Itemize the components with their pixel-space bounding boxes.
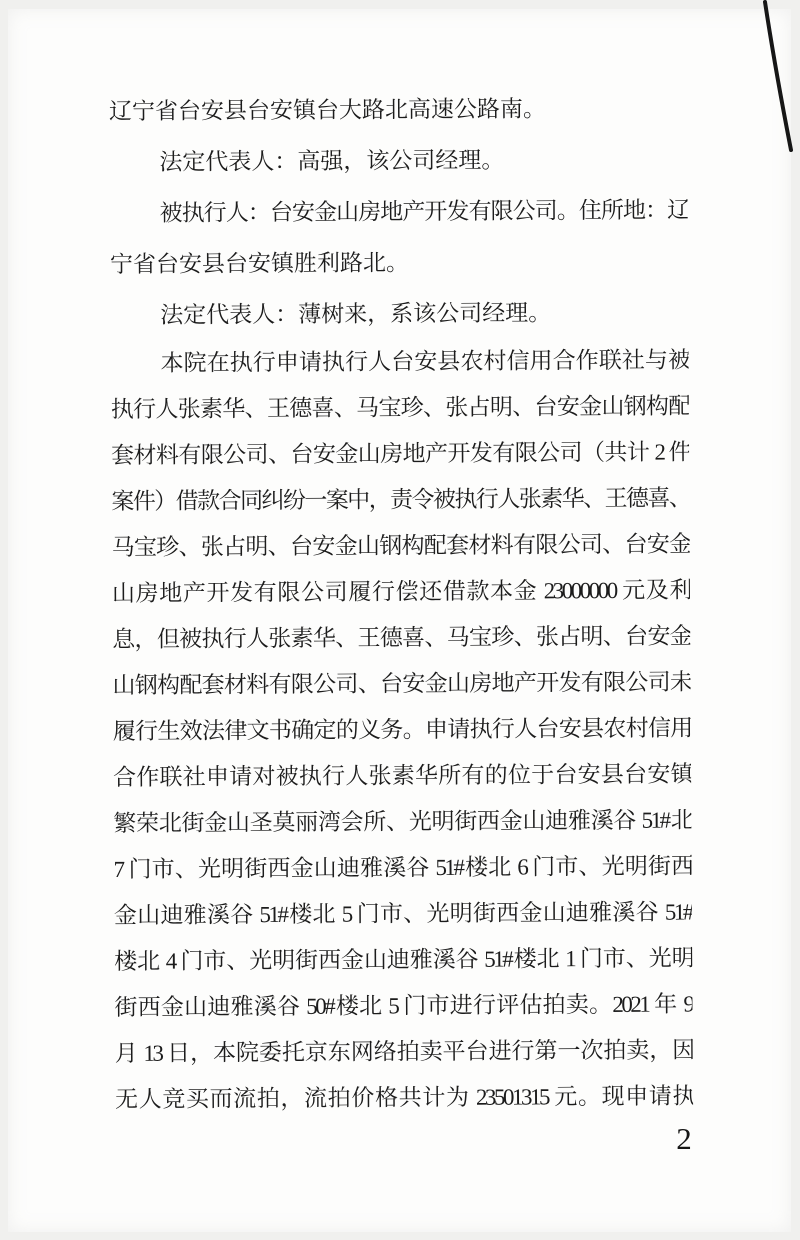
text-line: 金山迪雅溪谷 51#楼北 5 门市、光明街西金山迪雅溪谷 51#	[113, 899, 692, 928]
text-line: 宁省台安县台安镇胜利路北。	[109, 250, 409, 278]
document-page	[8, 9, 791, 1232]
text-line: 繁荣北街金山圣莫丽湾会所、光明街西金山迪雅溪谷 51#北	[113, 807, 692, 836]
text-line: 本院在执行申请执行人台安县农村信用合作联社与被	[160, 347, 689, 376]
text-line: 山钢构配套材料有限公司、台安金山房地产开发有限公司未	[112, 669, 691, 698]
page-number: 2	[676, 1121, 692, 1156]
text-line: 合作联社申请对被执行人张素华所有的位于台安县台安镇	[112, 761, 692, 790]
text-line: 月 13 日，本院委托京东网络拍卖平台进行第一次拍卖，因	[114, 1037, 693, 1066]
text-line: 楼北 4 门市、光明街西金山迪雅溪谷 51#楼北 1 门市、光明	[114, 945, 693, 974]
text-line: 马宝珍、张占明、台安金山钢构配套材料有限公司、台安金	[111, 531, 690, 561]
text-line: 案件）借款合同纠纷一案中，责令被执行人张素华、王德喜、	[111, 485, 690, 515]
text-line: 法定代表人：高强，该公司经理。	[159, 147, 505, 175]
paragraph-group-body	[110, 337, 693, 1123]
text-line: 辽宁省台安县台安镇台大路北高速公路南。	[108, 96, 547, 125]
text-line: 无人竞买而流拍，流拍价格共计为 23501315 元。现申请执	[114, 1083, 694, 1112]
text-line: 7 门市、光明街西金山迪雅溪谷 51#楼北 6 门市、光明街西	[113, 853, 692, 882]
document-text	[109, 82, 693, 1123]
paragraph-group-parties	[109, 82, 689, 341]
text-line: 执行人张素华、王德喜、马宝珍、张占明、台安金山钢构配	[110, 393, 689, 423]
text-line: 履行生效法律文书确定的义务。申请执行人台安县农村信用	[112, 715, 691, 744]
text-line: 被执行人：台安金山房地产开发有限公司。住所地：辽	[159, 197, 688, 226]
text-line: 套材料有限公司、台安金山房地产开发有限公司（共计 2 件	[111, 439, 690, 469]
text-line: 法定代表人：薄树来，系该公司经理。	[160, 300, 552, 328]
text-line: 山房地产开发有限公司履行偿还借款本金 23000000 元及利	[111, 577, 690, 606]
text-line: 息，但被执行人张素华、王德喜、马宝珍、张占明、台安金	[112, 623, 691, 652]
text-line: 街西金山迪雅溪谷 50#楼北 5 门市进行评估拍卖。2021 年 9	[114, 991, 693, 1020]
